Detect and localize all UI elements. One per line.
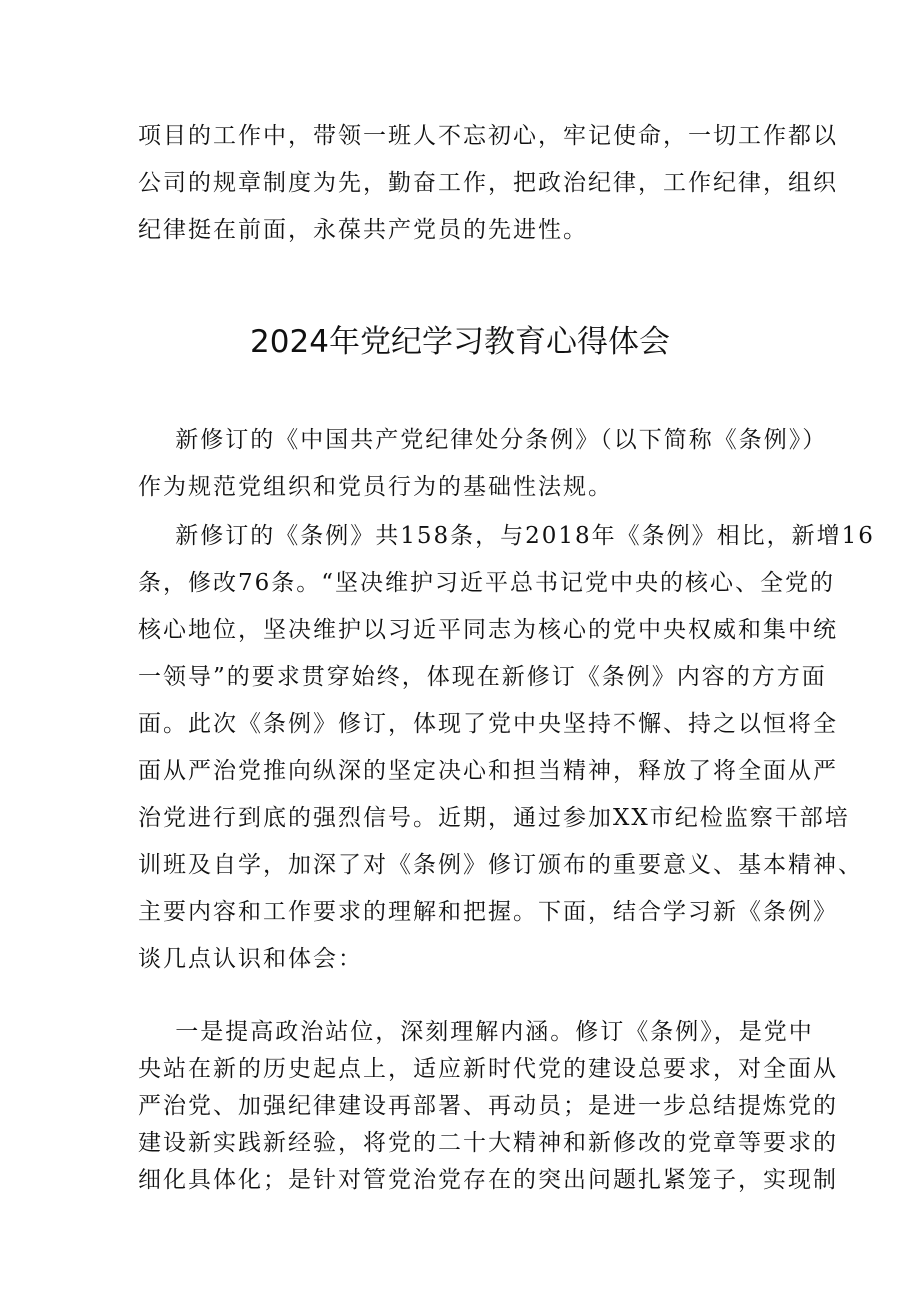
paragraph-line: 面从严治党推向纵深的坚定决心和担当精神，释放了将全面从严 [138, 758, 838, 784]
paragraph-line: 细化具体化；是针对管党治党存在的突出问题扎紧笼子，实现制 [138, 1167, 838, 1193]
paragraph-line: 建设新实践新经验，将党的二十大精神和新修改的党章等要求的 [138, 1130, 838, 1156]
top-paragraph [138, 113, 838, 254]
paragraph-line: 新修订的《条例》共158条，与2018年《条例》相比，新增16 [138, 523, 875, 549]
paragraph-line: 公司的规章制度为先，勤奋工作，把政治纪律，工作纪律，组织 [138, 170, 838, 196]
paragraph-line: 纪律挺在前面，永葆共产党员的先进性。 [138, 217, 588, 243]
paragraph-line: 核心地位，坚决维护以习近平同志为核心的党中央权威和集中统 [138, 617, 838, 643]
paragraph-line: 面。此次《条例》修订，体现了党中央坚持不懈、持之以恒将全 [138, 711, 838, 737]
paragraph-line: 训班及自学，加深了对《条例》修订颁布的重要意义、基本精神、 [138, 852, 863, 878]
intro-paragraph [138, 417, 828, 511]
paragraph-line: 一领导”的要求贯穿始终，体现在新修订《条例》内容的方方面 [138, 664, 827, 690]
paragraph-line: 作为规范党组织和党员行为的基础性法规。 [138, 474, 613, 500]
paragraph-line: 主要内容和工作要求的理解和把握。下面，结合学习新《条例》 [138, 899, 838, 925]
paragraph-line: 谈几点认识和体会： [138, 946, 363, 972]
point-one-paragraph [138, 1014, 838, 1199]
paragraph-line: 项目的工作中，带领一班人不忘初心，牢记使命，一切工作都以 [138, 123, 838, 149]
document-title: 2024年党纪学习教育心得体会 [250, 324, 670, 360]
paragraph-line: 治党进行到底的强烈信号。近期，通过参加XX市纪检监察干部培 [138, 805, 850, 831]
paragraph-line: 严治党、加强纪律建设再部署、再动员；是进一步总结提炼党的 [138, 1093, 838, 1119]
paragraph-line: 央站在新的历史起点上，适应新时代党的建设总要求，对全面从 [138, 1056, 838, 1082]
main-paragraph [138, 513, 875, 983]
paragraph-line: 新修订的《中国共产党纪律处分条例》（以下简称《条例》） [138, 427, 828, 453]
paragraph-line: 条，修改76条。“坚决维护习近平总书记党中央的核心、全党的 [138, 570, 836, 596]
paragraph-line: 一是提高政治站位，深刻理解内涵。修订《条例》，是党中 [138, 1019, 814, 1045]
